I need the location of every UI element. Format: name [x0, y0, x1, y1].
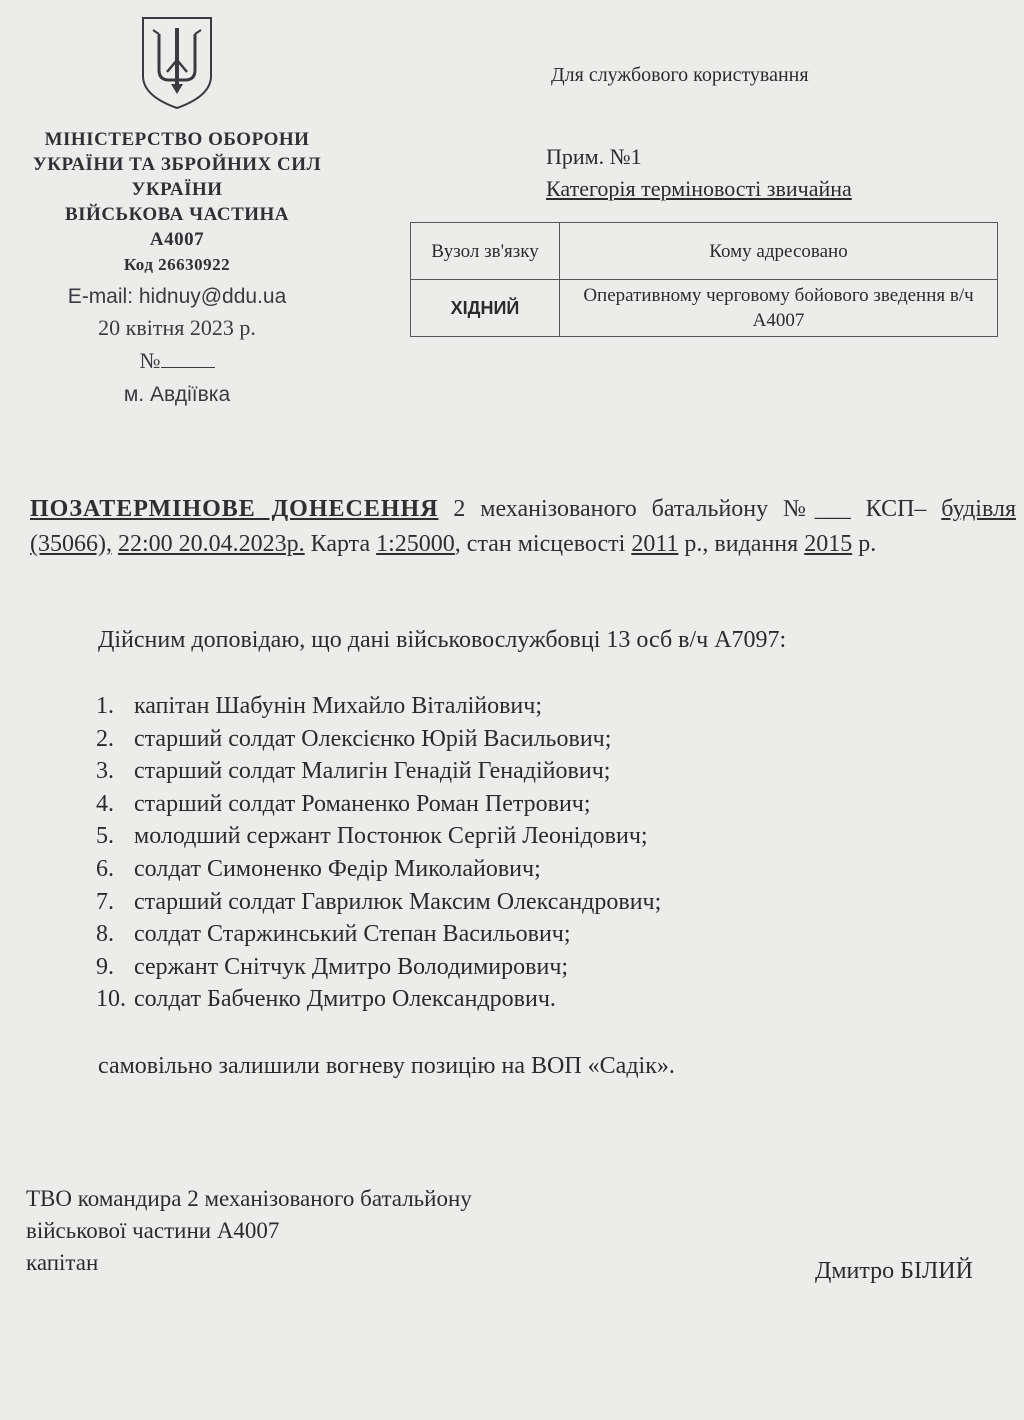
map-scale: 1:25000: [376, 531, 455, 557]
list-number: 5.: [96, 823, 114, 850]
table-header-row: [411, 223, 998, 280]
report-text: Карта: [304, 531, 377, 557]
signature-block: [26, 1183, 472, 1279]
org-line: УКРАЇНИ ТА ЗБРОЙНИХ СИЛ: [32, 154, 322, 175]
soldier-entry: солдат Бабченко Дмитро Олександрович.: [134, 986, 556, 1013]
report-location: будівля (35066),: [30, 496, 1016, 557]
soldier-entry: старший солдат Гаврилюк Максим Олександрович;: [134, 888, 662, 915]
list-number: 2.: [96, 725, 114, 752]
report-outro: самовільно залишили вогневу позицію на ВОП «Садік».: [98, 1053, 675, 1079]
organization-block: [14, 127, 340, 277]
number-blank: [161, 349, 215, 368]
signer-position: ТВО командира 2 механізованого батальйону: [26, 1186, 472, 1211]
list-item: [96, 983, 661, 1016]
soldier-entry: молодший сержант Постонюк Сергій Леонідович;: [134, 823, 648, 850]
urgency-category: Категорія терміновості звичайна: [546, 176, 852, 201]
trident-emblem-icon: [139, 14, 215, 112]
list-number: 6.: [96, 855, 114, 882]
soldier-list: [96, 690, 661, 1016]
report-heading: ПОЗАТЕРМІНОВЕ ДОНЕСЕННЯ: [30, 496, 439, 522]
org-line: ВІЙСЬКОВА ЧАСТИНА: [64, 204, 290, 225]
number-prefix: №: [139, 348, 161, 373]
signer-unit: військової частини А4007: [26, 1218, 280, 1243]
report-datetime: 22:00 20.04.2023р.: [117, 531, 305, 557]
report-text: 2 механізованого батальйону №___ КСП–: [438, 496, 942, 522]
routing-table: [410, 222, 998, 337]
soldier-entry: старший солдат Олексієнко Юрій Васильович;: [134, 725, 612, 752]
email-text: E-mail: hidnuy@ddu.ua: [67, 285, 287, 308]
list-item: [96, 723, 661, 756]
document-number: [14, 344, 340, 378]
list-number: 1.: [96, 693, 114, 719]
signer-rank: капітан: [26, 1250, 99, 1275]
soldier-entry: старший солдат Романенко Роман Петрович;: [134, 790, 591, 817]
node-cell: ХІДНИЙ: [411, 280, 560, 337]
classification-mark: Для службового користування: [551, 64, 809, 86]
terrain-year: 2011: [631, 531, 679, 557]
org-line: МІНІСТЕРСТВО ОБОРОНИ: [44, 129, 310, 150]
soldier-entry: сержант Снітчук Дмитро Володимирович;: [134, 953, 569, 980]
soldier-entry: солдат Симоненко Федір Миколайович;: [134, 855, 541, 882]
list-number: 3.: [96, 758, 114, 785]
col-addressee-header: Кому адресовано: [560, 223, 998, 280]
list-item: [96, 755, 661, 788]
report-text: , стан місцевості: [454, 531, 632, 557]
copy-number: Прим. №1: [546, 144, 642, 169]
signer-name: Дмитро БІЛИЙ: [815, 1258, 973, 1284]
list-number: 10.: [96, 986, 126, 1013]
list-number: 9.: [96, 953, 114, 980]
document-date: 20 квітня 2023 р.: [98, 315, 256, 340]
org-line: А4007: [149, 229, 205, 250]
list-item: [96, 951, 661, 984]
list-item: [96, 690, 661, 723]
list-number: 7.: [96, 888, 114, 915]
table-row: [411, 280, 998, 337]
contact-block: [14, 282, 340, 412]
addressee-cell: Оперативному черговому бойового зведення в/ч А4007: [560, 280, 998, 337]
list-number: 4.: [96, 790, 114, 817]
list-item: [96, 820, 661, 853]
list-item: [96, 886, 661, 919]
org-line: УКРАЇНИ: [131, 179, 223, 200]
list-item: [96, 853, 661, 886]
col-node-header: Вузол зв'язку: [411, 223, 560, 280]
report-intro: Дійсним доповідаю, що дані військовослужбовці 13 осб в/ч А7097:: [98, 627, 787, 653]
soldier-entry: солдат Старжинський Степан Васильович;: [134, 921, 571, 948]
list-item: [96, 788, 661, 821]
city-text: м. Авдіївка: [123, 383, 231, 406]
soldier-entry: капітан Шабунін Михайло Віталійович;: [134, 693, 542, 719]
report-text: р., видання: [678, 531, 805, 557]
report-text: р.: [852, 531, 877, 557]
org-code: Код 26630922: [123, 255, 231, 274]
edition-year: 2015: [804, 531, 853, 557]
soldier-entry: старший солдат Малигін Генадій Генадійович;: [134, 758, 611, 785]
list-number: 8.: [96, 921, 114, 948]
list-item: [96, 918, 661, 951]
report-title-paragraph: [30, 492, 1016, 562]
